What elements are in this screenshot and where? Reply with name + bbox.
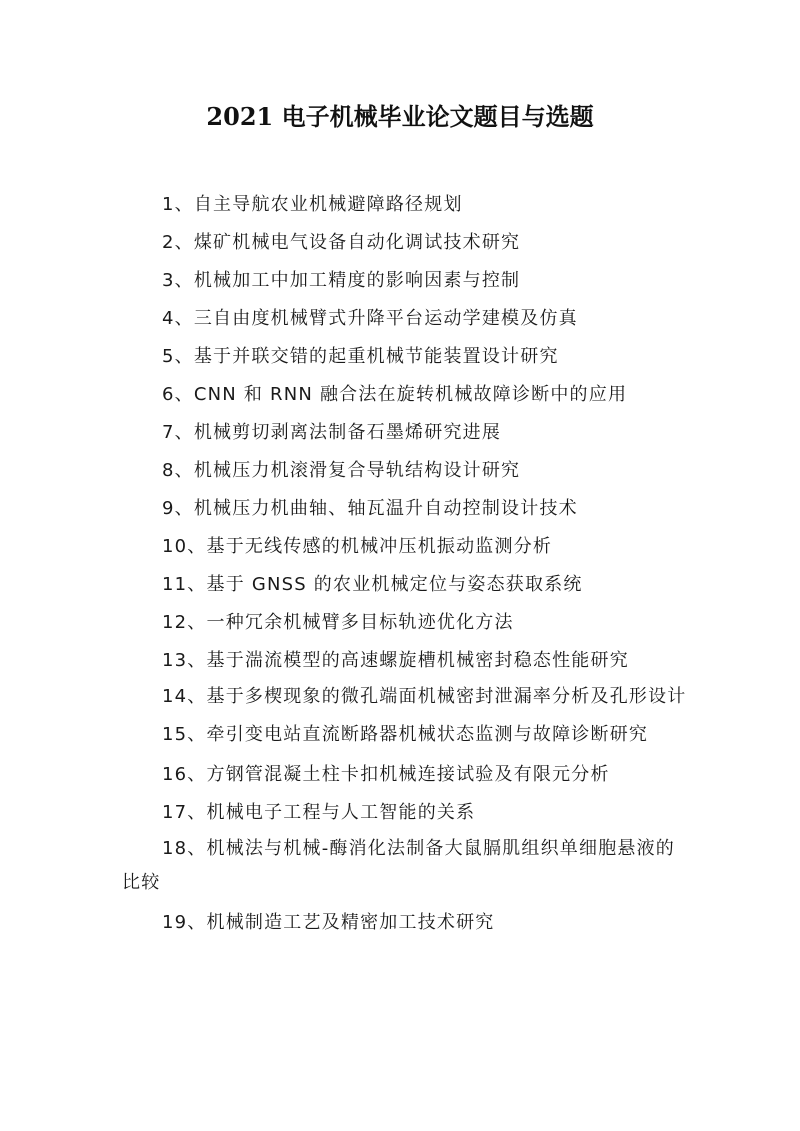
list-item: 3、机械加工中加工精度的影响因素与控制	[162, 270, 521, 291]
list-item: 2、煤矿机械电气设备自动化调试技术研究	[162, 232, 521, 253]
list-item: 6、CNN 和 RNN 融合法在旋转机械故障诊断中的应用	[162, 384, 628, 405]
list-item: 17、机械电子工程与人工智能的关系	[162, 802, 476, 823]
list-item: 18、机械法与机械-酶消化法制备大鼠膈肌组织单细胞悬液的比较	[122, 838, 675, 893]
list-item: 13、基于湍流模型的高速螺旋槽机械密封稳态性能研究	[162, 650, 629, 671]
list-item: 5、基于并联交错的起重机械节能装置设计研究	[162, 346, 559, 367]
list-item: 1、自主导航农业机械避障路径规划	[162, 194, 463, 215]
document-title: 2021 电子机械毕业论文题目与选题	[206, 102, 594, 131]
list-item: 9、机械压力机曲轴、轴瓦温升自动控制设计技术	[162, 498, 578, 519]
list-item: 19、机械制造工艺及精密加工技术研究	[162, 912, 495, 933]
list-item: 16、方钢管混凝土柱卡扣机械连接试验及有限元分析	[162, 764, 610, 785]
list-item: 7、机械剪切剥离法制备石墨烯研究进展	[162, 422, 502, 443]
list-item: 14、基于多楔现象的微孔端面机械密封泄漏率分析及孔形设计	[162, 686, 687, 707]
topic-list	[122, 186, 688, 942]
list-item: 15、牵引变电站直流断路器机械状态监测与故障诊断研究	[162, 724, 649, 745]
list-item: 8、机械压力机滚滑复合导轨结构设计研究	[162, 460, 521, 481]
list-item: 10、基于无线传感的机械冲压机振动监测分析	[162, 536, 553, 557]
list-item: 4、三自由度机械臂式升降平台运动学建模及仿真	[162, 308, 578, 329]
list-item: 11、基于 GNSS 的农业机械定位与姿态获取系统	[162, 574, 583, 595]
list-item: 12、一种冗余机械臂多目标轨迹优化方法	[162, 612, 514, 633]
